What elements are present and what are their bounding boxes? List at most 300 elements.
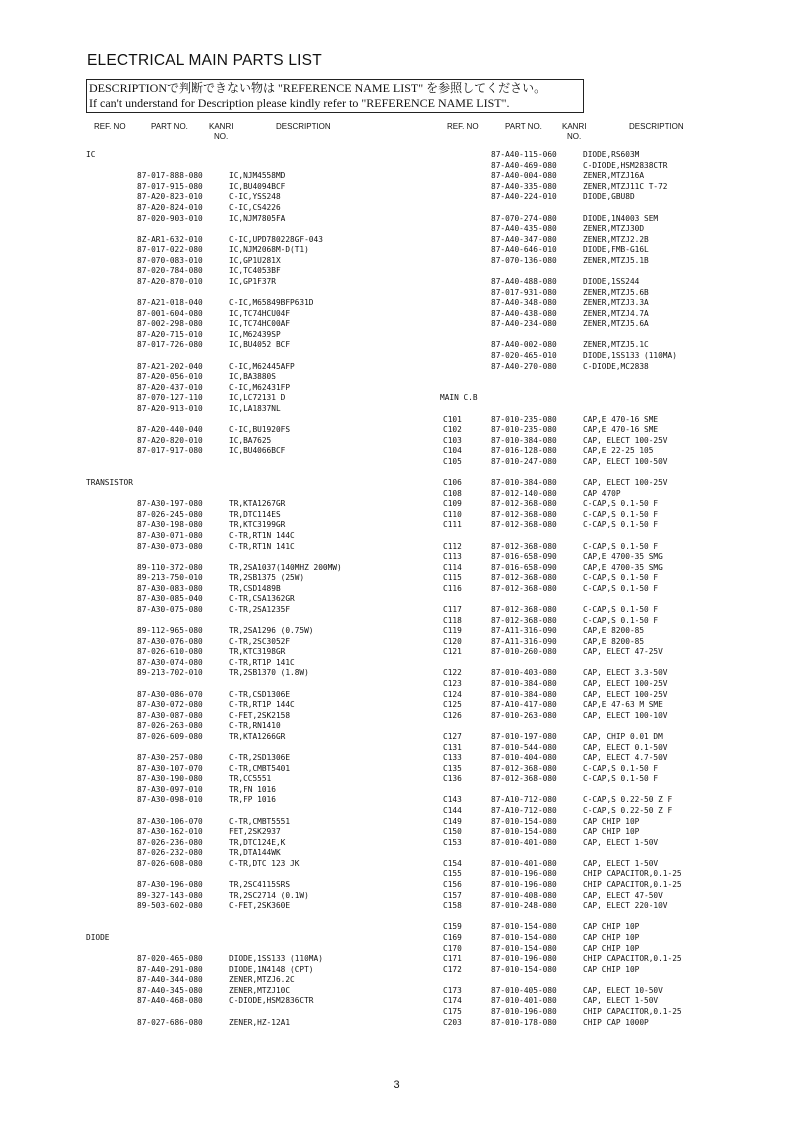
part-no-cell: 87-A20-824-010 (137, 202, 203, 212)
part-no-cell: 87-A20-056-010 (137, 372, 203, 382)
part-no-cell: 87-010-154-080 (491, 816, 557, 826)
description-cell: C-CAP,S 0.1-50 F (583, 583, 659, 593)
ref-no-cell: C127 (443, 731, 462, 741)
part-no-cell: 87-017-022-080 (137, 245, 203, 255)
part-no-cell: 87-070-127-110 (137, 393, 203, 403)
part-no-cell: 87-012-368-080 (491, 509, 557, 519)
description-cell: TR,KTA1266GR (229, 731, 286, 741)
ref-no-cell: C116 (443, 583, 462, 593)
part-no-cell: 87-010-197-080 (491, 731, 557, 741)
part-no-cell: 87-A20-823-010 (137, 192, 203, 202)
description-cell: CAP, ELECT 100-25V (583, 689, 668, 699)
ref-no-cell: TRANSISTOR (86, 478, 133, 487)
part-no-cell: 87-A30-097-010 (137, 784, 203, 794)
ref-no-cell: C158 (443, 901, 462, 911)
ref-no-cell: C153 (443, 837, 462, 847)
part-no-cell: 87-A30-107-070 (137, 763, 203, 773)
description-cell: CHIP CAP 1000P (583, 1017, 649, 1027)
part-no-cell: 87-A40-234-080 (491, 319, 557, 329)
description-cell: C-TR,CMBT5401 (229, 763, 291, 773)
part-no-cell: 87-010-154-080 (491, 932, 557, 942)
part-no-cell: 87-A11-316-090 (491, 626, 557, 636)
part-no-cell: 87-017-726-080 (137, 340, 203, 350)
description-cell: C-CAP,S 0.22-50 Z F (583, 795, 673, 805)
description-cell: TR,DTC124E,K (229, 837, 286, 847)
part-no-cell: 87-010-235-080 (491, 414, 557, 424)
ref-no-cell: C125 (443, 700, 462, 710)
description-cell: C-TR,CSA1362GR (229, 594, 295, 604)
description-cell: ZENER,MTZJ5.1B (583, 255, 649, 265)
ref-no-cell: C114 (443, 562, 462, 572)
part-no-cell: 87-017-888-080 (137, 171, 203, 181)
description-cell: CAP CHIP 10P (583, 943, 640, 953)
description-cell: ZENER,MTZJ6.2C (229, 975, 295, 985)
description-cell: CAP,E 4700-35 SMG (583, 552, 663, 561)
description-cell: CAP, ELECT 4.7-50V (583, 753, 668, 763)
part-no-cell: 87-A40-348-080 (491, 298, 557, 308)
part-no-cell: 87-010-384-080 (491, 689, 557, 699)
description-cell: CAP, ELECT 100-50V (583, 456, 668, 466)
ref-no-cell: IC (86, 150, 96, 159)
description-cell: ZENER,HZ-12A1 (229, 1017, 291, 1027)
header-part-no: PART NO. (505, 122, 542, 131)
ref-no-cell: C119 (443, 626, 462, 636)
part-no-cell: 87-026-608-080 (137, 858, 203, 868)
part-no-cell: 87-012-368-080 (491, 763, 557, 773)
description-cell: C-TR,DTC 123 JK (229, 858, 300, 868)
description-cell: IC,TC74HC00AF (229, 319, 291, 329)
description-cell: IC,NJM2068M-D(T1) (229, 245, 309, 255)
header-part-no: PART NO. (151, 122, 188, 131)
part-no-cell: 87-A30-190-080 (137, 774, 203, 784)
part-no-cell: 87-A30-086-070 (137, 689, 203, 699)
part-no-cell: 87-A30-076-080 (137, 636, 203, 646)
part-no-cell: 87-A30-106-070 (137, 816, 203, 826)
description-cell: CAP,E 22-25 105 (583, 446, 654, 456)
header-kanri-no: NO. (567, 132, 582, 141)
description-cell: IC,NJM7805FA (229, 213, 286, 223)
description-cell: DIODE,FMB-G16L (583, 245, 649, 255)
description-cell: CAP, ELECT 47-50V (583, 890, 663, 900)
part-no-cell: 87-A30-198-080 (137, 520, 203, 530)
part-no-cell: 87-010-401-080 (491, 996, 557, 1006)
description-cell: C-TR,RT1P 141C (229, 657, 295, 667)
ref-no-cell: C123 (443, 679, 462, 688)
part-no-cell: 87-A40-488-080 (491, 277, 557, 286)
ref-no-cell: C155 (443, 869, 462, 879)
part-no-cell: 87-010-154-080 (491, 964, 557, 974)
description-cell: CAP,E 470-16 SME (583, 414, 659, 424)
part-no-cell: 87-010-235-080 (491, 425, 557, 435)
description-cell: C-CAP,S 0.1-50 F (583, 774, 659, 784)
ref-no-cell: C171 (443, 954, 462, 964)
description-cell: DIODE,1N4148 (CPT) (229, 964, 314, 974)
part-no-cell: 87-012-368-080 (491, 583, 557, 593)
part-no-cell: 87-012-368-080 (491, 604, 557, 614)
part-no-cell: 87-A30-072-080 (137, 700, 203, 710)
ref-no-cell: C110 (443, 509, 462, 519)
description-cell: C-IC,UPD780228GF-043 (229, 234, 323, 244)
part-no-cell: 87-A20-870-010 (137, 277, 203, 286)
part-no-cell: 87-A30-196-080 (137, 880, 203, 889)
part-no-cell: 87-A30-074-080 (137, 657, 203, 667)
part-no-cell: 87-A10-417-080 (491, 700, 557, 710)
part-no-cell: 87-010-403-080 (491, 668, 557, 678)
description-cell: IC,GP1U281X (229, 255, 281, 265)
part-no-cell: 87-026-263-080 (137, 721, 203, 731)
description-cell: IC,LA1837NL (229, 403, 281, 413)
part-no-cell: 87-A30-087-080 (137, 710, 203, 720)
part-no-cell: 87-012-368-080 (491, 499, 557, 509)
ref-no-cell: C126 (443, 710, 462, 720)
part-no-cell: 87-A40-344-080 (137, 975, 203, 985)
description-cell: C-CAP,S 0.1-50 F (583, 573, 659, 583)
description-cell: CAP CHIP 10P (583, 816, 640, 826)
part-no-cell: 87-A40-646-010 (491, 245, 557, 255)
description-cell: DIODE,GBU8D (583, 192, 635, 202)
ref-no-cell: C135 (443, 763, 462, 773)
part-no-cell: 87-012-368-080 (491, 520, 557, 530)
description-cell: CHIP CAPACITOR,0.1-25 (583, 1007, 682, 1016)
page-number: 3 (393, 1079, 400, 1091)
ref-no-cell: C106 (443, 478, 462, 487)
ref-no-cell: C175 (443, 1007, 462, 1016)
ref-no-cell: C157 (443, 890, 462, 900)
description-cell: DIODE,RS603M (583, 150, 640, 159)
description-cell: CAP CHIP 10P (583, 827, 640, 837)
part-no-cell: 8Z-AR1-632-010 (137, 234, 203, 244)
ref-no-cell: C118 (443, 615, 462, 625)
description-cell: CAP,E 47-63 M SME (583, 700, 663, 710)
part-no-cell: 87-017-931-080 (491, 287, 557, 297)
ref-no-cell: C170 (443, 943, 462, 953)
ref-no-cell: C120 (443, 636, 462, 646)
part-no-cell: 87-027-686-080 (137, 1017, 203, 1027)
description-cell: IC,BU4094BCF (229, 181, 286, 191)
ref-no-cell: C104 (443, 446, 462, 456)
description-cell: CAP, ELECT 100-25V (583, 478, 668, 487)
part-no-cell: 87-A40-469-080 (491, 160, 557, 170)
description-cell: DIODE,1SS133 (110MA) (229, 954, 323, 964)
description-cell: C-CAP,S 0.1-50 F (583, 541, 659, 551)
ref-no-cell: C113 (443, 552, 462, 561)
reference-notice-box (86, 79, 584, 113)
part-no-cell: 89-213-750-010 (137, 573, 203, 583)
part-no-cell: 87-026-610-080 (137, 647, 203, 657)
part-no-cell: 87-010-196-080 (491, 869, 557, 879)
description-cell: C-CAP,S 0.1-50 F (583, 615, 659, 625)
description-cell: C-IC,M65849BFP631D (229, 298, 314, 308)
part-no-cell: 87-010-154-080 (491, 922, 557, 932)
part-no-cell: 87-010-384-080 (491, 679, 557, 688)
page-title: ELECTRICAL MAIN PARTS LIST (87, 52, 322, 69)
description-cell: CAP CHIP 10P (583, 964, 640, 974)
part-no-cell: 89-112-965-080 (137, 626, 203, 636)
part-no-cell: 87-010-154-080 (491, 827, 557, 837)
ref-no-cell: C109 (443, 499, 462, 509)
description-cell: TR,2SA1037(140MHZ 200MW) (229, 562, 342, 572)
description-cell: C-CAP,S 0.1-50 F (583, 763, 659, 773)
part-no-cell: 87-A20-913-010 (137, 403, 203, 413)
notice-line-english: If can't understand for Description please kindly refer to "REFERENCE NAME LIST". (89, 96, 510, 110)
description-cell: C-TR,RT1N 141C (229, 541, 295, 551)
notice-line-japanese: DESCRIPTIONで判断できない物は "REFERENCE NAME LIST" を参照してください。 (89, 81, 547, 95)
part-no-cell: 87-017-915-080 (137, 181, 203, 191)
part-no-cell: 87-010-178-080 (491, 1017, 557, 1027)
part-no-cell: 87-A40-004-080 (491, 171, 557, 181)
description-cell: FET,2SK2937 (229, 827, 281, 837)
header-description: DESCRIPTION (276, 122, 331, 131)
part-no-cell: 87-010-247-080 (491, 456, 557, 466)
description-cell: CAP, ELECT 100-25V (583, 435, 668, 445)
description-cell: C-DIODE,HSM2838CTR (583, 160, 668, 170)
part-no-cell: 87-A30-071-080 (137, 530, 203, 540)
description-cell: IC,TC4053BF (229, 266, 281, 276)
header-ref-no: REF. NO (447, 122, 479, 131)
description-cell: TR,FP 1016 (229, 795, 276, 805)
part-no-cell: 87-A30-098-010 (137, 795, 203, 805)
part-no-cell: 87-012-140-080 (491, 488, 557, 498)
part-no-cell: 87-A40-291-080 (137, 964, 203, 974)
part-no-cell: 87-A20-437-010 (137, 382, 203, 392)
description-cell: ZENER,MTZJ2.2B (583, 234, 649, 244)
description-cell: TR,DTA144WK (229, 848, 281, 858)
description-cell: C-TR,CMBT5551 (229, 816, 291, 826)
part-no-cell: 87-A10-712-080 (491, 806, 557, 815)
description-cell: CAP,E 8200-85 (583, 626, 645, 636)
part-no-cell: 87-A40-115-060 (491, 150, 557, 159)
description-cell: C-TR,CSD1306E (229, 689, 291, 699)
part-no-cell: 87-010-196-080 (491, 880, 557, 889)
part-no-cell: 87-070-136-080 (491, 255, 557, 265)
part-no-cell: 87-026-609-080 (137, 731, 203, 741)
description-cell: TR,CSD1489B (229, 583, 281, 593)
part-no-cell: 87-010-260-080 (491, 647, 557, 657)
part-no-cell: 87-A20-820-010 (137, 435, 203, 445)
description-cell: ZENER,MTZJ4.7A (583, 308, 649, 318)
description-cell: CAP, ELECT 1-50V (583, 858, 659, 868)
part-no-cell: 87-A30-257-080 (137, 753, 203, 763)
description-cell: CAP, ELECT 47-25V (583, 647, 663, 657)
description-cell: C-CAP,S 0.1-50 F (583, 604, 659, 614)
ref-no-cell: C115 (443, 573, 462, 583)
description-cell: ZENER,MTZJ10C (229, 985, 291, 995)
part-no-cell: 87-070-274-080 (491, 213, 557, 223)
part-no-cell: 87-010-196-080 (491, 1007, 557, 1016)
ref-no-cell: C101 (443, 414, 462, 424)
part-no-cell: 87-026-232-080 (137, 848, 203, 858)
description-cell: C-TR,RN1410 (229, 721, 281, 731)
description-cell: TR,KTC3198GR (229, 647, 286, 657)
description-cell: IC,GP1F37R (229, 277, 276, 286)
part-no-cell: 87-010-544-080 (491, 742, 557, 752)
description-cell: C-TR,2SD1306E (229, 753, 291, 763)
description-cell: CAP 470P (583, 488, 621, 498)
description-cell: ZENER,MTZJ5.6A (583, 319, 649, 329)
description-cell: ZENER,MTZJ30D (583, 224, 645, 234)
description-cell: TR,FN 1016 (229, 784, 276, 794)
part-no-cell: 87-010-384-080 (491, 435, 557, 445)
part-no-cell: 87-026-245-080 (137, 509, 203, 519)
description-cell: C-TR,RT1N 144C (229, 530, 295, 540)
description-cell: IC,M62439SP (229, 329, 281, 339)
part-no-cell: 87-012-368-080 (491, 541, 557, 551)
part-no-cell: 87-020-903-010 (137, 213, 203, 223)
ref-no-cell: C154 (443, 858, 462, 868)
description-cell: IC,BA3880S (229, 372, 276, 382)
description-cell: C-DIODE,MC2838 (583, 361, 649, 371)
part-no-cell: 87-012-368-080 (491, 573, 557, 583)
description-cell: C-IC,M62431FP (229, 382, 291, 392)
description-cell: TR,2SC2714 (0.1W) (229, 890, 309, 900)
ref-no-cell: DIODE (86, 932, 110, 942)
part-no-cell: 89-110-372-080 (137, 562, 203, 572)
description-cell: DIODE,1SS244 (583, 277, 640, 286)
part-no-cell: 89-503-602-080 (137, 901, 203, 911)
description-cell: TR,CC5551 (229, 774, 272, 784)
description-cell: C-DIODE,HSM2836CTR (229, 996, 314, 1006)
ref-no-cell: C117 (443, 604, 462, 614)
ref-no-cell: C169 (443, 932, 462, 942)
header-description: DESCRIPTION (629, 122, 684, 131)
part-no-cell: 87-020-784-080 (137, 266, 203, 276)
description-cell: CAP,E 470-16 SME (583, 425, 659, 435)
part-no-cell: 87-A21-018-040 (137, 298, 203, 308)
description-cell: TR,2SB1370 (1.8W) (229, 668, 309, 678)
ref-no-cell: C136 (443, 774, 462, 784)
part-no-cell: 87-A40-002-080 (491, 340, 557, 350)
description-cell: C-TR,RT1P 144C (229, 700, 295, 710)
description-cell: IC,TC74HCU04F (229, 308, 291, 318)
part-no-cell: 87-A20-440-040 (137, 425, 203, 435)
description-cell: CAP, ELECT 220-10V (583, 901, 668, 911)
part-no-cell: 87-A40-335-080 (491, 181, 557, 191)
description-cell: CAP CHIP 10P (583, 932, 640, 942)
part-no-cell: 87-010-401-080 (491, 858, 557, 868)
part-no-cell: 87-A30-073-080 (137, 541, 203, 551)
description-cell: TR,KTA1267GR (229, 499, 286, 509)
description-cell: TR,KTC3199GR (229, 520, 286, 530)
part-no-cell: 89-327-143-080 (137, 890, 203, 900)
description-cell: IC,LC72131 D (229, 393, 286, 403)
part-no-cell: 87-A30-083-080 (137, 583, 203, 593)
description-cell: DIODE,1SS133 (110MA) (583, 351, 677, 360)
description-cell: C-FET,2SK360E (229, 901, 291, 911)
description-cell: C-FET,2SK2158 (229, 710, 291, 720)
description-cell: C-IC,CS4226 (229, 202, 281, 212)
ref-no-cell: C150 (443, 827, 462, 837)
ref-no-cell: MAIN C.B (440, 393, 478, 403)
part-no-cell: 87-A40-347-080 (491, 234, 557, 244)
description-cell: ZENER,MTZJ16A (583, 171, 645, 181)
description-cell: ZENER,MTZJ3.3A (583, 298, 649, 308)
part-no-cell: 87-A10-712-080 (491, 795, 557, 805)
part-no-cell: 87-A40-438-080 (491, 308, 557, 318)
header-ref-no: REF. NO (94, 122, 126, 131)
description-cell: C-IC,BU1920FS (229, 425, 291, 435)
ref-no-cell: C159 (443, 922, 462, 932)
ref-no-cell: C108 (443, 488, 462, 498)
ref-no-cell: C131 (443, 742, 462, 752)
ref-no-cell: C103 (443, 435, 462, 445)
ref-no-cell: C144 (443, 806, 462, 815)
part-no-cell: 87-016-128-080 (491, 446, 557, 456)
part-no-cell: 87-016-658-090 (491, 552, 557, 561)
part-no-cell: 87-010-408-080 (491, 890, 557, 900)
header-kanri: KANRI (562, 122, 587, 131)
description-cell: IC,BU4066BCF (229, 446, 286, 456)
description-cell: CHIP CAPACITOR,0.1-25 (583, 869, 682, 879)
description-cell: C-IC,M62445AFP (229, 361, 295, 371)
part-no-cell: 87-016-658-090 (491, 562, 557, 572)
description-cell: CAP, ELECT 0.1-50V (583, 742, 668, 752)
description-cell: TR,2SA1296 (0.75W) (229, 626, 314, 636)
description-cell: ZENER,MTZJ5.6B (583, 287, 649, 297)
description-cell: C-CAP,S 0.1-50 F (583, 499, 659, 509)
ref-no-cell: C124 (443, 689, 462, 699)
ref-no-cell: C122 (443, 668, 462, 678)
description-cell: IC,BU4052 BCF (229, 340, 291, 350)
part-no-cell: 87-A40-468-080 (137, 996, 203, 1006)
description-cell: DIODE,1N4003 SEM (583, 213, 659, 223)
part-no-cell: 87-012-368-080 (491, 774, 557, 784)
description-cell: CAP, ELECT 100-10V (583, 710, 668, 720)
part-no-cell: 87-A30-197-080 (137, 499, 203, 509)
description-cell: TR,2SC4115SRS (229, 880, 291, 889)
part-no-cell: 87-001-604-080 (137, 308, 203, 318)
part-no-cell: 87-017-917-080 (137, 446, 203, 456)
part-no-cell: 87-002-298-080 (137, 319, 203, 329)
description-cell: IC,BA7625 (229, 435, 272, 445)
part-no-cell: 87-020-465-010 (491, 351, 557, 360)
ref-no-cell: C173 (443, 985, 462, 995)
ref-no-cell: C112 (443, 541, 462, 551)
ref-no-cell: C121 (443, 647, 462, 657)
description-cell: C-IC,YSS248 (229, 192, 281, 202)
ref-no-cell: C149 (443, 816, 462, 826)
description-cell: TR,2SB1375 (25W) (229, 573, 305, 583)
part-no-cell: 87-026-236-080 (137, 837, 203, 847)
ref-no-cell: C156 (443, 880, 462, 889)
description-cell: ZENER,MTZJ5.1C (583, 340, 649, 350)
description-cell: TR,DTC114ES (229, 509, 281, 519)
part-no-cell: 87-A20-715-010 (137, 329, 203, 339)
description-cell: C-CAP,S 0.22-50 Z F (583, 806, 673, 815)
ref-no-cell: C203 (443, 1017, 462, 1027)
part-no-cell: 87-010-404-080 (491, 753, 557, 763)
ref-no-cell: C172 (443, 964, 462, 974)
part-no-cell: 89-213-702-010 (137, 668, 203, 678)
header-kanri: KANRI (209, 122, 234, 131)
part-no-cell: 87-010-154-080 (491, 943, 557, 953)
description-cell: CAP, ELECT 1-50V (583, 837, 659, 847)
ref-no-cell: C102 (443, 425, 462, 435)
part-no-cell: 87-A40-224-010 (491, 192, 557, 202)
part-no-cell: 87-A30-162-010 (137, 827, 203, 837)
ref-no-cell: C174 (443, 996, 462, 1006)
part-no-cell: 87-012-368-080 (491, 615, 557, 625)
description-cell: CAP CHIP 10P (583, 922, 640, 932)
ref-no-cell: C143 (443, 795, 462, 805)
description-cell: C-CAP,S 0.1-50 F (583, 509, 659, 519)
part-no-cell: 87-A40-270-080 (491, 361, 557, 371)
part-no-cell: 87-010-263-080 (491, 710, 557, 720)
description-cell: ZENER,MTZJ11C T-72 (583, 181, 668, 191)
description-cell: C-TR,2SA1235F (229, 604, 291, 614)
ref-no-cell: C105 (443, 456, 462, 466)
description-cell: CAP, ELECT 10-50V (583, 985, 663, 995)
ref-no-cell: C133 (443, 753, 462, 763)
